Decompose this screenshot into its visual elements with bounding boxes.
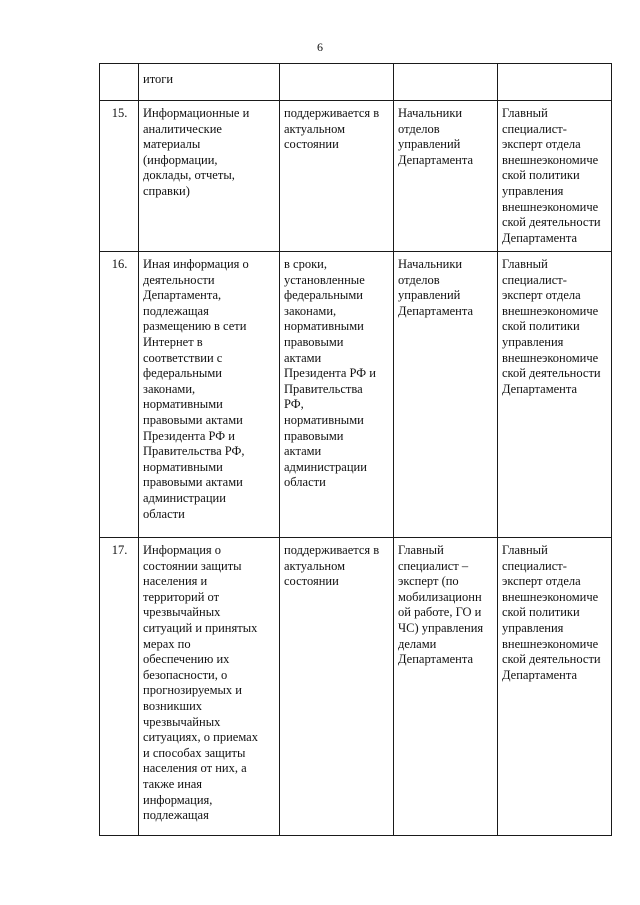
cell-info: итоги: [139, 64, 280, 101]
info-table: [99, 63, 612, 836]
cell-term: в сроки, установленные федеральными законами, нормативными правовыми актами Президента РФ и Правительства РФ, нормативными правовыми актами администрации области: [280, 252, 394, 538]
cell-number: 15.: [100, 101, 139, 252]
table-row-continuation: [100, 64, 612, 101]
cell-info: Информационные и аналитические материалы (информации, доклады, отчеты, справки): [139, 101, 280, 252]
table-row-17: [100, 538, 612, 836]
cell-responsible: [394, 64, 498, 101]
cell-number: [100, 64, 139, 101]
cell-info: Информация о состоянии защиты населения и территорий от чрезвычайных ситуаций и принятых мерах по обеспечению их безопасности, о прогнозируемых и возникших чрезвычайных ситуациях, о приемах и способах защиты населения от них, а также иная информация, подлежащая: [139, 538, 280, 836]
cell-number: 16.: [100, 252, 139, 538]
cell-executor: [498, 64, 612, 101]
cell-responsible: Начальники отделов управлений Департамента: [394, 252, 498, 538]
table-row-16: [100, 252, 612, 538]
cell-term: [280, 64, 394, 101]
table-row-15: [100, 101, 612, 252]
cell-executor: Главный специалист- эксперт отдела внешнеэкономиче ской политики управления внешнеэкономиче ской деятельности Департамента: [498, 101, 612, 252]
cell-info: Иная информация о деятельности Департамента, подлежащая размещению в сети Интернет в соответствии с федеральными законами, нормативными правовыми актами Президента РФ и Правительства РФ, нормативными правовыми актами администрации области: [139, 252, 280, 538]
cell-responsible: Главный специалист – эксперт (по мобилизационн ой работе, ГО и ЧС) управления делами Департамента: [394, 538, 498, 836]
page-number: 6: [317, 40, 323, 54]
cell-number: 17.: [100, 538, 139, 836]
cell-term: поддерживается в актуальном состоянии: [280, 538, 394, 836]
cell-term: поддерживается в актуальном состоянии: [280, 101, 394, 252]
cell-responsible: Начальники отделов управлений Департамента: [394, 101, 498, 252]
cell-executor: Главный специалист- эксперт отдела внешнеэкономиче ской политики управления внешнеэкономиче ской деятельности Департамента: [498, 252, 612, 538]
cell-executor: Главный специалист- эксперт отдела внешнеэкономиче ской политики управления внешнеэкономиче ской деятельности Департамента: [498, 538, 612, 836]
